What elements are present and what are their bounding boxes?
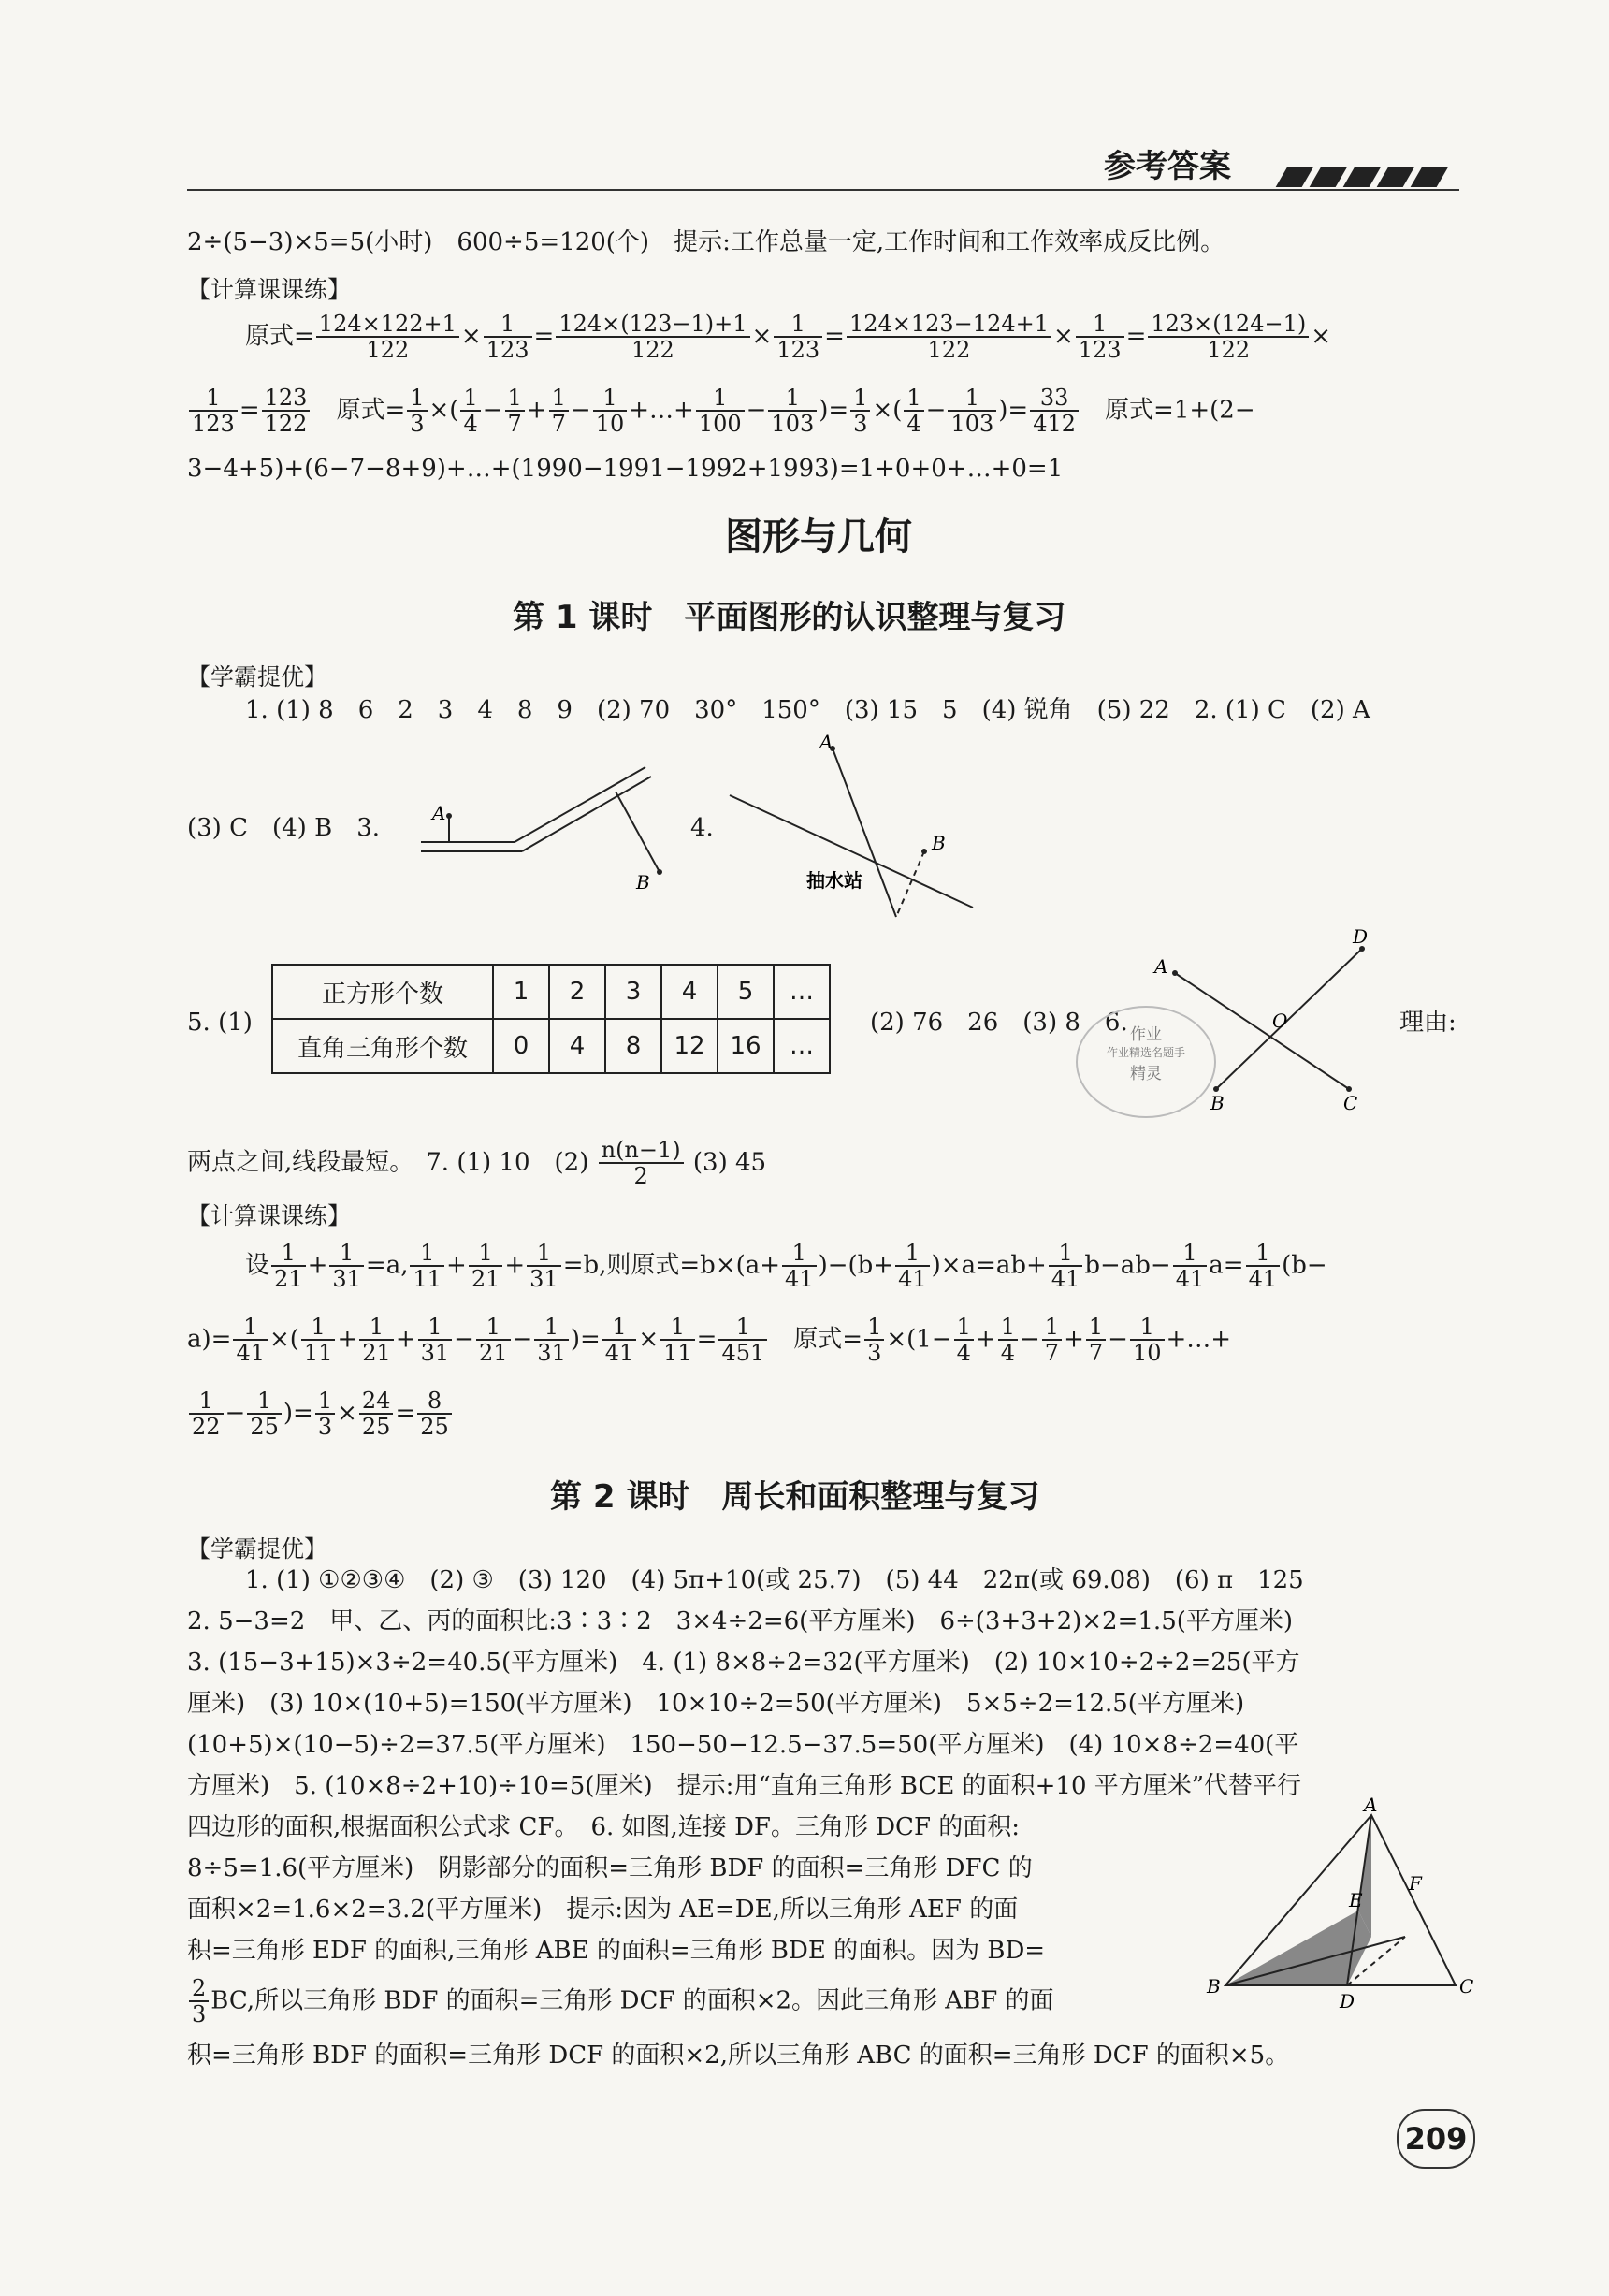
figure-q6-triangle: [1197, 1796, 1478, 2012]
table-row: 直角三角形个数 0 4 8 12 16 …: [272, 1019, 830, 1073]
q1-line: 1. (1) 8 6 2 3 4 8 9 (2) 70 30° 150° (3) 15 5 (4) 锐角 (5) 22 2. (1) C (2) A: [245, 696, 1370, 724]
fig7-label-f: F: [1409, 1872, 1422, 1895]
fig7-label-c: C: [1459, 1975, 1474, 1998]
figure-q4: [720, 730, 982, 936]
fig3-label-b: B: [636, 871, 650, 894]
fig7-label-d: D: [1340, 1990, 1355, 2012]
fig4-station-label: 抽水站: [806, 869, 862, 892]
page-number: 209: [1397, 2109, 1475, 2169]
fig6-label-c: C: [1343, 1092, 1358, 1113]
section-title: 图形与几何: [725, 516, 912, 559]
fig4-label-a: A: [819, 731, 833, 753]
calc-line-2: 原式= $\frac{124\times 122+1}{122}$ × $\frac{1}{123}$ = $\frac{124\times(123-1)+1}{122}$ × $\frac{1}{123}$ = $\frac{124\times 123-124+1}{122}$ × $\frac{1}{123}$ = $\frac{123\times(124-1)}{122}$ ×: [245, 311, 1332, 364]
q7-line: 两点之间,线段最短。 7. (1) 10 (2) $\frac{n(n-1)}{2}$ (3) 45: [187, 1137, 767, 1190]
top-line-1: 2÷(5−3)×5=5(小时) 600÷5=120(个) 提示:工作总量一定,工作时间和工作效率成反比例。: [187, 228, 1225, 256]
header-title: 参考答案: [1104, 148, 1231, 185]
calc-tag-1: 【计算课课练】: [187, 276, 352, 303]
calc-line-3: $\frac{1}{123}$ = $\frac{123}{122}$ 原式= $\frac{1}{3}$ ×( $\frac{1}{4}$ − $\frac{1}{7}$ + $\frac{1}{7}$ − $\frac{1}{10}$ +…+ $\frac{1}{100}$ − $\frac{1}{103}$ )= $\frac{1}{3}$ ×( $\frac{1}{4}$ − $\frac{1}{103}$ )= $\frac{33}{412}$ 原式=1+(2−: [187, 385, 1255, 437]
p-line-1: 1. (1) ①②③④ (2) ③ (3) 120 (4) 5π+10(或 25.7) (5) 44 22π(或 69.08) (6) π 125: [245, 1566, 1304, 1594]
q4-label: 4.: [690, 814, 714, 842]
figure-q6: [1141, 926, 1384, 1113]
fig6-label-b: B: [1210, 1092, 1225, 1113]
p-line-5: (10+5)×(10−5)÷2=37.5(平方厘米) 150−50−12.5−37.5=50(平方厘米) (4) 10×8÷2=40(平: [187, 1731, 1299, 1759]
q6-reason: 理由:: [1399, 1009, 1457, 1037]
header-rule: [187, 189, 1459, 191]
p-line-9: 面积×2=1.6×2=3.2(平方厘米) 提示:因为 AE=DE,所以三角形 AEF 的面: [187, 1896, 1019, 1924]
calc2-line-1: 设 $\frac{1}{21}$ + $\frac{1}{31}$ =a, $\frac{1}{11}$ + $\frac{1}{21}$ + $\frac{1}{31}$ =b,则原式=b×(a+ $\frac{1}{41}$ )−(b+ $\frac{1}{41}$ )×a=ab+ $\frac{1}{41}$ b−ab− $\frac{1}{41}$ a= $\frac{1}{41}$ (b−: [245, 1240, 1327, 1293]
p-line-3: 3. (15−3+15)×3÷2=40.5(平方厘米) 4. (1) 8×8÷2=32(平方厘米) (2) 10×10÷2÷2=25(平方: [187, 1649, 1300, 1677]
figure-q3: [412, 758, 674, 908]
fig7-label-a: A: [1364, 1796, 1378, 1816]
lesson-2-title: 第 2 课时 周长和面积整理与复习: [550, 1478, 1040, 1516]
fig6-label-o: O: [1272, 1010, 1288, 1032]
q5-rest: (2) 76 26 (3) 8 6.: [870, 1009, 1128, 1037]
header-decoration: [1282, 167, 1450, 191]
lesson-1-title: 第 1 课时 平面图形的认识整理与复习: [513, 599, 1066, 636]
table-row: 正方形个数 1 2 3 4 5 …: [272, 965, 830, 1019]
p-line-2: 2. 5−3=2 甲、乙、丙的面积比:3∶3∶2 3×4÷2=6(平方厘米) 6÷(3+3+2)×2=1.5(平方厘米): [187, 1607, 1294, 1635]
calc2-line-2: a)= $\frac{1}{41}$ ×( $\frac{1}{11}$ + $\frac{1}{21}$ + $\frac{1}{31}$ − $\frac{1}{21}$ − $\frac{1}{31}$ )= $\frac{1}{41}$ × $\frac{1}{11}$ = $\frac{1}{451}$ 原式= $\frac{1}{3}$ ×(1− $\frac{1}{4}$ + $\frac{1}{4}$ − $\frac{1}{7}$ + $\frac{1}{7}$ − $\frac{1}{10}$ +…+: [187, 1314, 1232, 1367]
fig3-label-a: A: [432, 802, 446, 824]
fig7-label-e: E: [1349, 1889, 1363, 1911]
watermark-stamp: 作业 作业精选名题手 精灵: [1076, 1006, 1216, 1118]
p-line-7: 四边形的面积,根据面积公式求 CF。 6. 如图,连接 DF。三角形 DCF 的面积:: [187, 1813, 1021, 1841]
fig7-label-b: B: [1207, 1975, 1221, 1998]
table-row-label: 正方形个数: [272, 965, 493, 1019]
p-line-4: 厘米) (3) 10×(10+5)=150(平方厘米) 10×10÷2=50(平方厘米) 5×5÷2=12.5(平方厘米): [187, 1690, 1245, 1718]
calc-tag-2: 【计算课课练】: [187, 1202, 352, 1229]
calc-line-4: 3−4+5)+(6−7−8+9)+…+(1990−1991−1992+1993)=1+0+0+…+0=1: [187, 455, 1064, 483]
q2-line: (3) C (4) B 3.: [187, 814, 380, 842]
table-row-label: 直角三角形个数: [272, 1019, 493, 1073]
fig6-label-a: A: [1154, 955, 1168, 978]
calc2-line-3: $\frac{1}{22}$ − $\frac{1}{25}$ )= $\frac{1}{3}$ × $\frac{24}{25}$ = $\frac{8}{25}$: [187, 1388, 454, 1440]
p-line-11: $\frac{2}{3}$ BC,所以三角形 BDF 的面积=三角形 DCF 的面积×2。因此三角形 ABF 的面: [187, 1976, 1054, 2027]
fig6-label-d: D: [1353, 926, 1369, 948]
p-line-8: 8÷5=1.6(平方厘米) 阴影部分的面积=三角形 BDF 的面积=三角形 DFC 的: [187, 1854, 1033, 1882]
xueba-tag-1: 【学霸提优】: [187, 663, 328, 690]
p-line-12: 积=三角形 BDF 的面积=三角形 DCF 的面积×2,所以三角形 ABC 的面积=三角形 DCF 的面积×5。: [187, 2042, 1290, 2070]
p-line-6: 方厘米) 5. (10×8÷2+10)÷10=5(厘米) 提示:用“直角三角形 BCE 的面积+10 平方厘米”代替平行: [187, 1772, 1302, 1800]
fig4-label-b: B: [932, 832, 946, 854]
q5-label: 5. (1): [187, 1009, 253, 1037]
p-line-10: 积=三角形 EDF 的面积,三角形 ABE 的面积=三角形 BDE 的面积。因为 BD=: [187, 1937, 1046, 1965]
q5-table: [271, 964, 831, 1074]
xueba-tag-2: 【学霸提优】: [187, 1535, 328, 1562]
